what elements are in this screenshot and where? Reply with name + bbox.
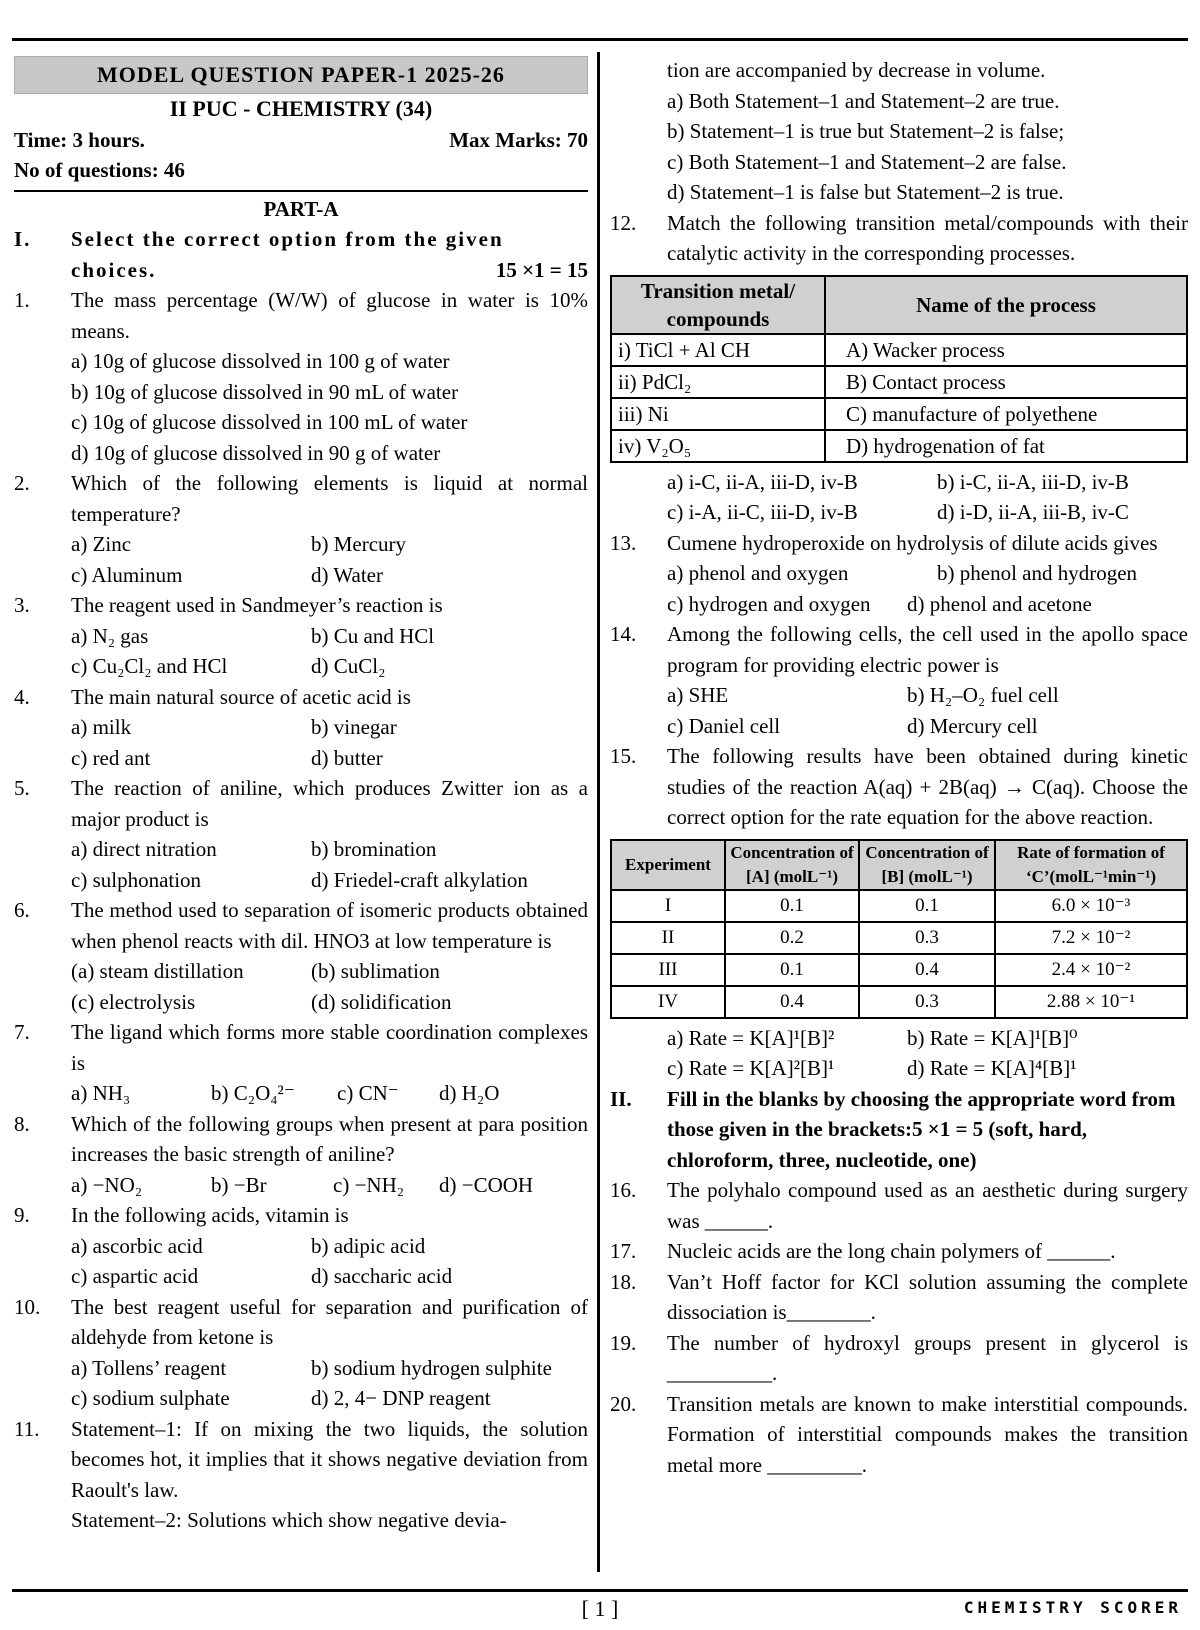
part-title: PART-A (263, 196, 339, 221)
table-row: iv) V₂O₅ D) hydrogenation of fat (611, 430, 1187, 462)
table-header: Rate of formation of ‘C’(molL⁻¹min⁻¹) (995, 840, 1187, 890)
options-row (14, 560, 588, 591)
option: c) Rate = K[A]²[B]¹ (667, 1056, 835, 1080)
option: c) −NH₂ (333, 1172, 405, 1197)
option: (a) steam distillation (71, 959, 244, 983)
match-table (610, 275, 1188, 463)
question-19: 19. The number of hydroxyl groups present in glycerol is __________. (610, 1330, 1188, 1385)
question-16: 16. The polyhalo compound used as an aesthetic during surgery was ______. (610, 1178, 1188, 1233)
options-row (14, 651, 588, 682)
question-7: 7. The ligand which forms more stable coordination complexes is (14, 1020, 588, 1075)
options-row (14, 1231, 588, 1262)
num-questions: No of questions: 46 (14, 158, 185, 182)
table-row: I 0.1 0.1 6.0 × 10⁻³ (611, 890, 1187, 922)
options-row (14, 834, 588, 865)
question-6: 6. The method used to separation of isomeric products obtained when phenol reacts with dil. HNO3 at low temperature is (14, 898, 588, 953)
section-number: I. (14, 227, 32, 251)
option: a) phenol and oxygen (667, 561, 849, 585)
options-row (14, 1261, 588, 1292)
table-row: ii) PdCl₂ B) Contact process (611, 366, 1187, 398)
table-header: Experiment (611, 840, 725, 890)
table-header: Concentration of [A] (molL⁻¹) (725, 840, 859, 890)
option: c) sodium sulphate (71, 1386, 230, 1410)
option: c) hydrogen and oxygen (667, 591, 871, 616)
option: c) Daniel cell (667, 713, 781, 738)
statement-2-start: Statement–2: Solutions which show negative devia- (71, 1508, 507, 1532)
table-row: II 0.2 0.3 7.2 × 10⁻² (611, 922, 1187, 954)
option: a) SHE (667, 683, 729, 707)
time-marks-row (14, 125, 588, 156)
option: b) 10g of glucose dissolved in 90 mL of water (71, 379, 459, 404)
option: a) 10g of glucose dissolved in 100 g of water (71, 349, 450, 373)
option: c) CN⁻ (337, 1081, 399, 1105)
question-9: 9. In the following acids, vitamin is (14, 1203, 349, 1227)
column-divider (597, 52, 600, 1572)
bottom-rule (12, 1589, 1188, 1592)
option: d) Rate = K[A]⁴[B]¹ (907, 1056, 1077, 1080)
question-11: 11. Statement–1: If on mixing the two liquids, the solution becomes hot, it implies that it shows negative deviation from Raoult's law. (14, 1416, 588, 1502)
option: a) milk (71, 715, 132, 739)
time-label: Time: 3 hours. (14, 127, 145, 152)
left-column (14, 55, 588, 1536)
option: a) ascorbic acid (71, 1233, 203, 1258)
options-row (610, 497, 1188, 528)
section-number: II. (610, 1086, 632, 1111)
question-2: 2. Which of the following elements is liquid at normal temperature? (14, 471, 588, 526)
question-20: 20. Transition metals are known to make interstitial compounds. Formation of interstitial compounds makes the transition metal more _________. (610, 1391, 1188, 1477)
subject-title: II PUC - CHEMISTRY (34) (169, 96, 433, 121)
options-row (14, 987, 588, 1018)
question-1: 1. The mass percentage (W/W) of glucose in water is 10% means. (14, 288, 588, 343)
option: b) C₂O₄²⁻ (211, 1081, 295, 1105)
option: a) NH₃ (71, 1081, 131, 1105)
option: (b) sublimation (311, 959, 440, 983)
options-row (14, 743, 588, 774)
max-marks-label: Max Marks: 70 (449, 127, 588, 152)
section-instruction: Select the correct option from the given choices. (71, 227, 504, 282)
options-row (14, 1353, 588, 1384)
option: a) i-C, ii-A, iii-D, iv-B (667, 469, 858, 494)
options-row (14, 865, 588, 896)
option: d) Mercury cell (907, 713, 1038, 738)
header-rule (14, 190, 588, 192)
option: a) −NO₂ (71, 1172, 143, 1197)
option: d) i-D, ii-A, iii-B, iv-C (937, 500, 1129, 524)
option: d) CuCl₂ (311, 654, 386, 678)
option: b) adipic acid (311, 1233, 426, 1258)
table-header: Concentration of [B] (molL⁻¹) (859, 840, 995, 890)
brand-logo: CHEMISTRY SCORER (963, 1598, 1182, 1617)
option: c) Aluminum (71, 562, 183, 587)
section-1-heading (14, 224, 588, 285)
option: b) H₂–O₂ fuel cell (907, 683, 1059, 707)
options-row (610, 467, 1188, 498)
option: d) Water (311, 562, 383, 587)
options-row (14, 621, 588, 652)
option: c) aspartic acid (71, 1264, 199, 1288)
options-row (610, 558, 1188, 589)
table-row: i) TiCl + Al CH A) Wacker process (611, 334, 1187, 366)
question-17: 17. Nucleic acids are the long chain polymers of ______. (610, 1239, 1116, 1263)
table-row: III 0.1 0.4 2.4 × 10⁻² (611, 954, 1187, 986)
options-row (610, 1023, 1188, 1054)
option: d) Statement–1 is false but Statement–2 is true. (667, 180, 1064, 204)
option: d) Friedel-craft alkylation (311, 867, 528, 892)
question-4: 4. The main natural source of acetic acid is (14, 684, 411, 709)
option: a) Zinc (71, 532, 132, 556)
options-row (14, 529, 588, 560)
option: b) bromination (311, 837, 437, 861)
options-row (14, 712, 588, 743)
option: b) Rate = K[A]¹[B]⁰ (907, 1025, 1078, 1050)
option: d) saccharic acid (311, 1264, 453, 1288)
option: b) i-C, ii-A, iii-D, iv-B (937, 469, 1129, 494)
option: a) Rate = K[A]¹[B]² (667, 1025, 835, 1050)
question-13: 13. Cumene hydroperoxide on hydrolysis of dilute acids gives (610, 530, 1158, 555)
section-instruction: Fill in the blanks by choosing the appropriate word from those given in the brackets:5 ×1 = 5 (soft, hard, chloroform, three, nucleotide, one) (667, 1086, 1176, 1172)
kinetics-table (610, 839, 1188, 1019)
statement-2-end: tion are accompanied by decrease in volume. (667, 58, 1046, 82)
option: d) 2, 4− DNP reagent (311, 1386, 491, 1410)
option: d) 10g of glucose dissolved in 90 g of water (71, 440, 441, 465)
option: c) Cu₂Cl₂ and HCl (71, 654, 228, 678)
options-row (14, 1383, 588, 1414)
question-14: 14. Among the following cells, the cell used in the apollo space program for providing electric power is (610, 622, 1188, 677)
section-marks: 15 ×1 = 15 (495, 257, 588, 282)
page-number: [ 1 ] (581, 1596, 619, 1621)
options-row (610, 680, 1188, 711)
option: b) phenol and hydrogen (937, 561, 1138, 585)
question-10: 10. The best reagent useful for separation and purification of aldehyde from ketone is (14, 1294, 588, 1349)
option: a) N₂ gas (71, 623, 149, 648)
option: c) i-A, ii-C, iii-D, iv-B (667, 500, 858, 524)
question-12: 12. Match the following transition metal/compounds with their catalytic activity in the corresponding processes. (610, 210, 1188, 265)
option: b) Mercury (311, 532, 407, 556)
table-header: Name of the process (825, 276, 1187, 334)
option: d) butter (311, 745, 383, 770)
question-5: 5. The reaction of aniline, which produces Zwitter ion as a major product is (14, 776, 588, 831)
options-row (610, 711, 1188, 742)
section-2-heading (610, 1084, 1188, 1176)
option: a) direct nitration (71, 837, 217, 861)
option: c) Both Statement–1 and Statement–2 are false. (667, 149, 1067, 174)
question-8: 8. Which of the following groups when present at para position increases the basic strength of aniline? (14, 1111, 588, 1166)
option: d) H₂O (439, 1081, 500, 1105)
option: a) Both Statement–1 and Statement–2 are true. (667, 88, 1060, 113)
table-row: IV 0.4 0.3 2.88 × 10⁻¹ (611, 986, 1187, 1018)
option: b) sodium hydrogen sulphite (311, 1355, 552, 1380)
option: b) vinegar (311, 715, 397, 739)
option: (c) electrolysis (71, 989, 196, 1014)
option: d) −COOH (439, 1172, 534, 1197)
option: b) −Br (211, 1172, 267, 1197)
option: a) Tollens’ reagent (71, 1355, 227, 1380)
question-18: 18. Van’t Hoff factor for KCl solution assuming the complete dissociation is________. (610, 1269, 1188, 1324)
options-row (14, 956, 588, 987)
option: b) Cu and HCl (311, 623, 435, 648)
option: d) phenol and acetone (907, 591, 1092, 616)
paper-title: MODEL QUESTION PAPER-1 2025-26 (14, 56, 588, 94)
options-row (14, 1170, 588, 1201)
option: (d) solidification (311, 989, 452, 1014)
option: b) Statement–1 is true but Statement–2 is false; (667, 119, 1065, 143)
option: c) 10g of glucose dissolved in 100 mL of water (71, 410, 468, 434)
question-15: 15. The following results have been obtained during kinetic studies of the reaction A(aq) + 2B(aq) → C(aq). Choose the correct option for the rate equation for the above reaction. (610, 744, 1188, 829)
options-row (14, 1078, 588, 1109)
question-3: 3. The reagent used in Sandmeyer’s reaction is (14, 593, 443, 617)
table-row: iii) Ni C) manufacture of polyethene (611, 398, 1187, 430)
table-header: Transition metal/ compounds (611, 276, 825, 334)
top-rule (12, 38, 1188, 41)
option: c) sulphonation (71, 867, 202, 892)
options-row (610, 1053, 1188, 1084)
right-column (610, 55, 1188, 1480)
options-row (610, 589, 1188, 620)
option: c) red ant (71, 745, 151, 770)
